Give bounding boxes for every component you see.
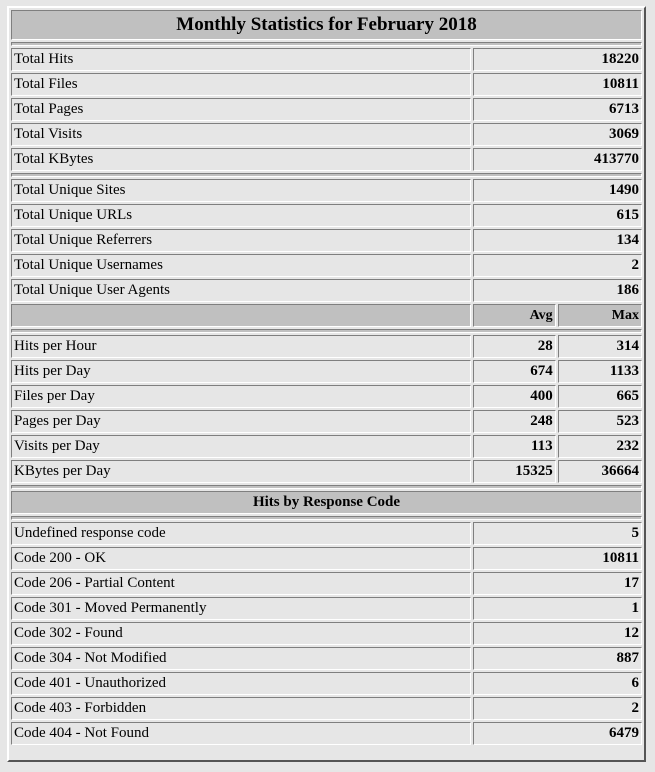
response-206-value: 17 [473,572,642,595]
table-row [11,254,642,277]
table-row [11,697,642,720]
files-per-day-avg: 400 [473,385,555,408]
response-403-value: 2 [473,697,642,720]
total-hits-value: 18220 [473,48,642,71]
monthly-stats-table [9,8,644,747]
unique-user-agents-value: 186 [473,279,642,302]
avg-column-header: Avg [473,304,555,327]
total-visits-value: 3069 [473,123,642,146]
pages-per-day-max: 523 [558,410,642,433]
table-row [11,279,642,302]
hits-per-day-max: 1133 [558,360,642,383]
table-row [11,647,642,670]
unique-urls-label: Total Unique URLs [11,204,471,227]
hits-per-day-avg: 674 [473,360,555,383]
response-403-label: Code 403 - Forbidden [11,697,471,720]
total-visits-label: Total Visits [11,123,471,146]
unique-sites-value: 1490 [473,179,642,202]
unique-user-agents-label: Total Unique User Agents [11,279,471,302]
total-pages-value: 6713 [473,98,642,121]
separator [11,485,642,489]
hits-per-hour-max: 314 [558,335,642,358]
table-row [11,98,642,121]
response-401-value: 6 [473,672,642,695]
table-row [11,722,642,745]
response-301-value: 1 [473,597,642,620]
unique-usernames-value: 2 [473,254,642,277]
unique-usernames-label: Total Unique Usernames [11,254,471,277]
visits-per-day-label: Visits per Day [11,435,471,458]
kbytes-per-day-max: 36664 [558,460,642,483]
pages-per-day-avg: 248 [473,410,555,433]
total-kbytes-value: 413770 [473,148,642,171]
table-row [11,597,642,620]
response-200-label: Code 200 - OK [11,547,471,570]
table-row [11,335,642,358]
response-404-label: Code 404 - Not Found [11,722,471,745]
monthly-stats-panel [7,6,646,762]
table-row [11,672,642,695]
hits-per-day-label: Hits per Day [11,360,471,383]
total-hits-label: Total Hits [11,48,471,71]
response-401-label: Code 401 - Unauthorized [11,672,471,695]
table-row [11,410,642,433]
max-column-header: Max [558,304,642,327]
response-404-value: 6479 [473,722,642,745]
kbytes-per-day-label: KBytes per Day [11,460,471,483]
total-pages-label: Total Pages [11,98,471,121]
hits-per-hour-label: Hits per Hour [11,335,471,358]
total-kbytes-label: Total KBytes [11,148,471,171]
table-row [11,622,642,645]
files-per-day-label: Files per Day [11,385,471,408]
response-304-value: 887 [473,647,642,670]
table-row [11,148,642,171]
pages-per-day-label: Pages per Day [11,410,471,433]
table-row [11,547,642,570]
table-row [11,522,642,545]
response-undefined-value: 5 [473,522,642,545]
total-files-value: 10811 [473,73,642,96]
table-row [11,73,642,96]
table-row [11,179,642,202]
response-301-label: Code 301 - Moved Permanently [11,597,471,620]
unique-referrers-value: 134 [473,229,642,252]
separator [11,173,642,177]
response-302-value: 12 [473,622,642,645]
unique-sites-label: Total Unique Sites [11,179,471,202]
table-row [11,460,642,483]
averages-header-blank [11,304,471,327]
table-row [11,204,642,227]
averages-header-row [11,304,642,327]
visits-per-day-max: 232 [558,435,642,458]
response-200-value: 10811 [473,547,642,570]
table-row [11,229,642,252]
response-206-label: Code 206 - Partial Content [11,572,471,595]
table-row [11,435,642,458]
table-row [11,48,642,71]
page-title: Monthly Statistics for February 2018 [11,10,642,40]
separator [11,42,642,46]
response-undefined-label: Undefined response code [11,522,471,545]
unique-referrers-label: Total Unique Referrers [11,229,471,252]
visits-per-day-avg: 113 [473,435,555,458]
separator [11,516,642,520]
hits-per-hour-avg: 28 [473,335,555,358]
unique-urls-value: 615 [473,204,642,227]
response-304-label: Code 304 - Not Modified [11,647,471,670]
separator [11,329,642,333]
files-per-day-max: 665 [558,385,642,408]
table-row [11,572,642,595]
response-codes-section-title: Hits by Response Code [11,491,642,514]
table-row [11,360,642,383]
kbytes-per-day-avg: 15325 [473,460,555,483]
table-row [11,385,642,408]
response-302-label: Code 302 - Found [11,622,471,645]
total-files-label: Total Files [11,73,471,96]
table-row [11,123,642,146]
